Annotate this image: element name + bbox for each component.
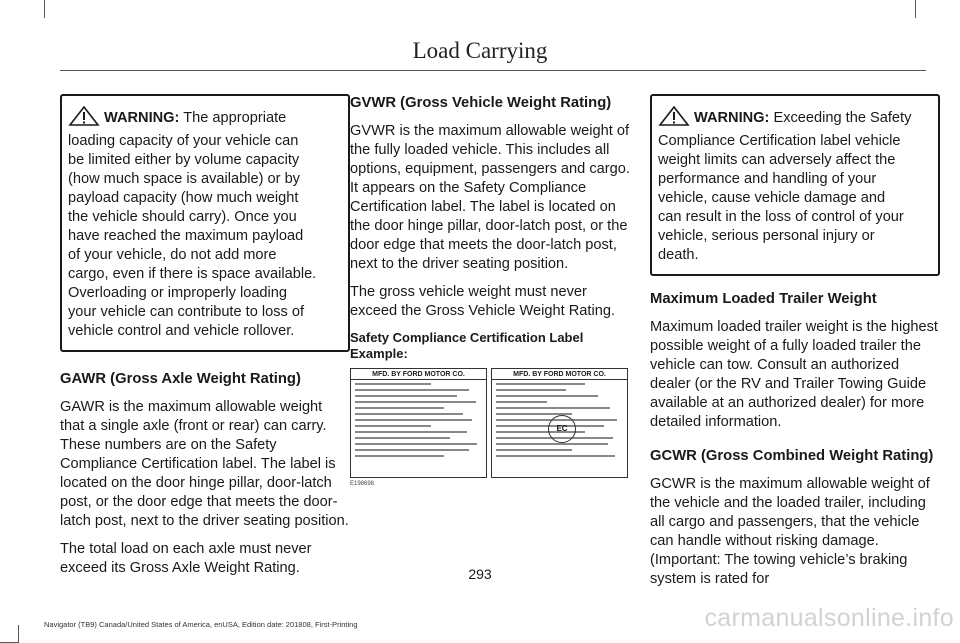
figure-id: E198698 <box>350 481 375 487</box>
page-number: 293 <box>468 566 492 582</box>
crop-mark <box>915 0 916 18</box>
gvwr-paragraph: GVWR is the maximum allowable weight of the fully loaded vehicle. This includes all options, equipment, passengers and cargo. It appears on the Safety Compliance Certification label. The label is located on the door hinge pillar, door-latch post, or the door edge that meets the door-latch post, next to the driver seating position. <box>350 123 630 272</box>
column-right <box>650 94 940 598</box>
warning-text: Overloading or improperly loading <box>68 285 288 301</box>
warning-label: WARNING: <box>104 110 180 126</box>
warning-text: can result in the loss of control of your <box>658 209 904 225</box>
warning-triangle-icon <box>68 106 104 132</box>
label-title: MFD. BY FORD MOTOR CO. <box>492 371 627 380</box>
warning-text: the vehicle should carry). Once you <box>68 209 297 225</box>
warning-first-line <box>658 106 932 132</box>
crop-mark <box>18 625 19 643</box>
certification-label-figure <box>350 368 632 478</box>
warning-text: of your vehicle, do not add more <box>68 247 277 263</box>
warning-box <box>650 94 940 276</box>
compliance-seal: EC <box>548 415 576 443</box>
warning-label: WARNING: <box>694 110 770 126</box>
trailer-weight-heading: Maximum Loaded Trailer Weight <box>650 291 877 307</box>
warning-text: vehicle control and vehicle rollover. <box>68 323 295 339</box>
certification-label-right <box>491 368 628 478</box>
column-left <box>60 94 350 587</box>
warning-text: (how much space is available) or by <box>68 171 300 187</box>
warning-text: be limited either by volume capacity <box>68 152 300 168</box>
warning-triangle-icon <box>658 106 694 132</box>
warning-text: vehicle, cause vehicle damage and <box>658 190 886 206</box>
gawr-heading: GAWR (Gross Axle Weight Rating) <box>60 371 301 387</box>
warning-text: Compliance Certification label vehicle <box>658 133 901 149</box>
warning-text: payload capacity (how much weight <box>68 190 299 206</box>
warning-text: The appropriate <box>183 110 287 126</box>
gcwr-heading: GCWR (Gross Combined Weight Rating) <box>650 448 934 464</box>
gvwr-heading: GVWR (Gross Vehicle Weight Rating) <box>350 95 612 111</box>
warning-text: cargo, even if there is space available. <box>68 266 317 282</box>
warning-text: have reached the maximum payload <box>68 228 304 244</box>
trailer-weight-paragraph: Maximum loaded trailer weight is the highest possible weight of a fully loaded trailer the vehicle can tow. Consult an authorized dealer (or the RV and Trailer Towing Guide available at an authorized dealer) for more detailed information. <box>650 319 938 430</box>
gawr-paragraph: The total load on each axle must never exceed its Gross Axle Weight Rating. <box>60 541 312 576</box>
warning-first-line <box>68 106 342 132</box>
gawr-paragraph: GAWR is the maximum allowable weight that a single axle (front or rear) can carry. These numbers are on the Safety Compliance Certification label. The label is located on the door hinge pillar, door-latch post, or the door edge that meets the door-latch post, next to the driver seating position. <box>60 399 349 529</box>
warning-text: weight limits can adversely affect the <box>658 152 896 168</box>
warning-text: vehicle, serious personal injury or <box>658 228 875 244</box>
warning-text: loading capacity of your vehicle can <box>68 133 299 149</box>
warning-text: Exceeding the Safety <box>773 110 912 126</box>
label-caption: Safety Compliance Certification Label Example: <box>350 330 584 361</box>
label-title: MFD. BY FORD MOTOR CO. <box>351 371 486 380</box>
label-text-lines <box>355 383 482 461</box>
column-middle <box>350 94 632 487</box>
page-title: Load Carrying <box>412 38 548 63</box>
certification-label-left <box>350 368 487 478</box>
gcwr-paragraph: GCWR is the maximum allowable weight of the vehicle and the loaded trailer, including all cargo and passengers, that the vehicle can handle without risking damage. (Important: The towing vehicle’s braking system is rated for <box>650 476 930 587</box>
warning-box <box>60 94 350 352</box>
header-divider <box>60 70 926 71</box>
crop-mark <box>44 0 45 18</box>
warning-text: death. <box>658 247 699 263</box>
gvwr-paragraph: The gross vehicle weight must never exceed the Gross Vehicle Weight Rating. <box>350 284 615 319</box>
footer-edition: Navigator (TB9) Canada/United States of America, enUSA, Edition date: 201808, First-Printing <box>44 620 358 629</box>
watermark: carmanualsonline.info <box>704 604 954 632</box>
warning-text: performance and handling of your <box>658 171 877 187</box>
warning-text: your vehicle can contribute to loss of <box>68 304 305 320</box>
